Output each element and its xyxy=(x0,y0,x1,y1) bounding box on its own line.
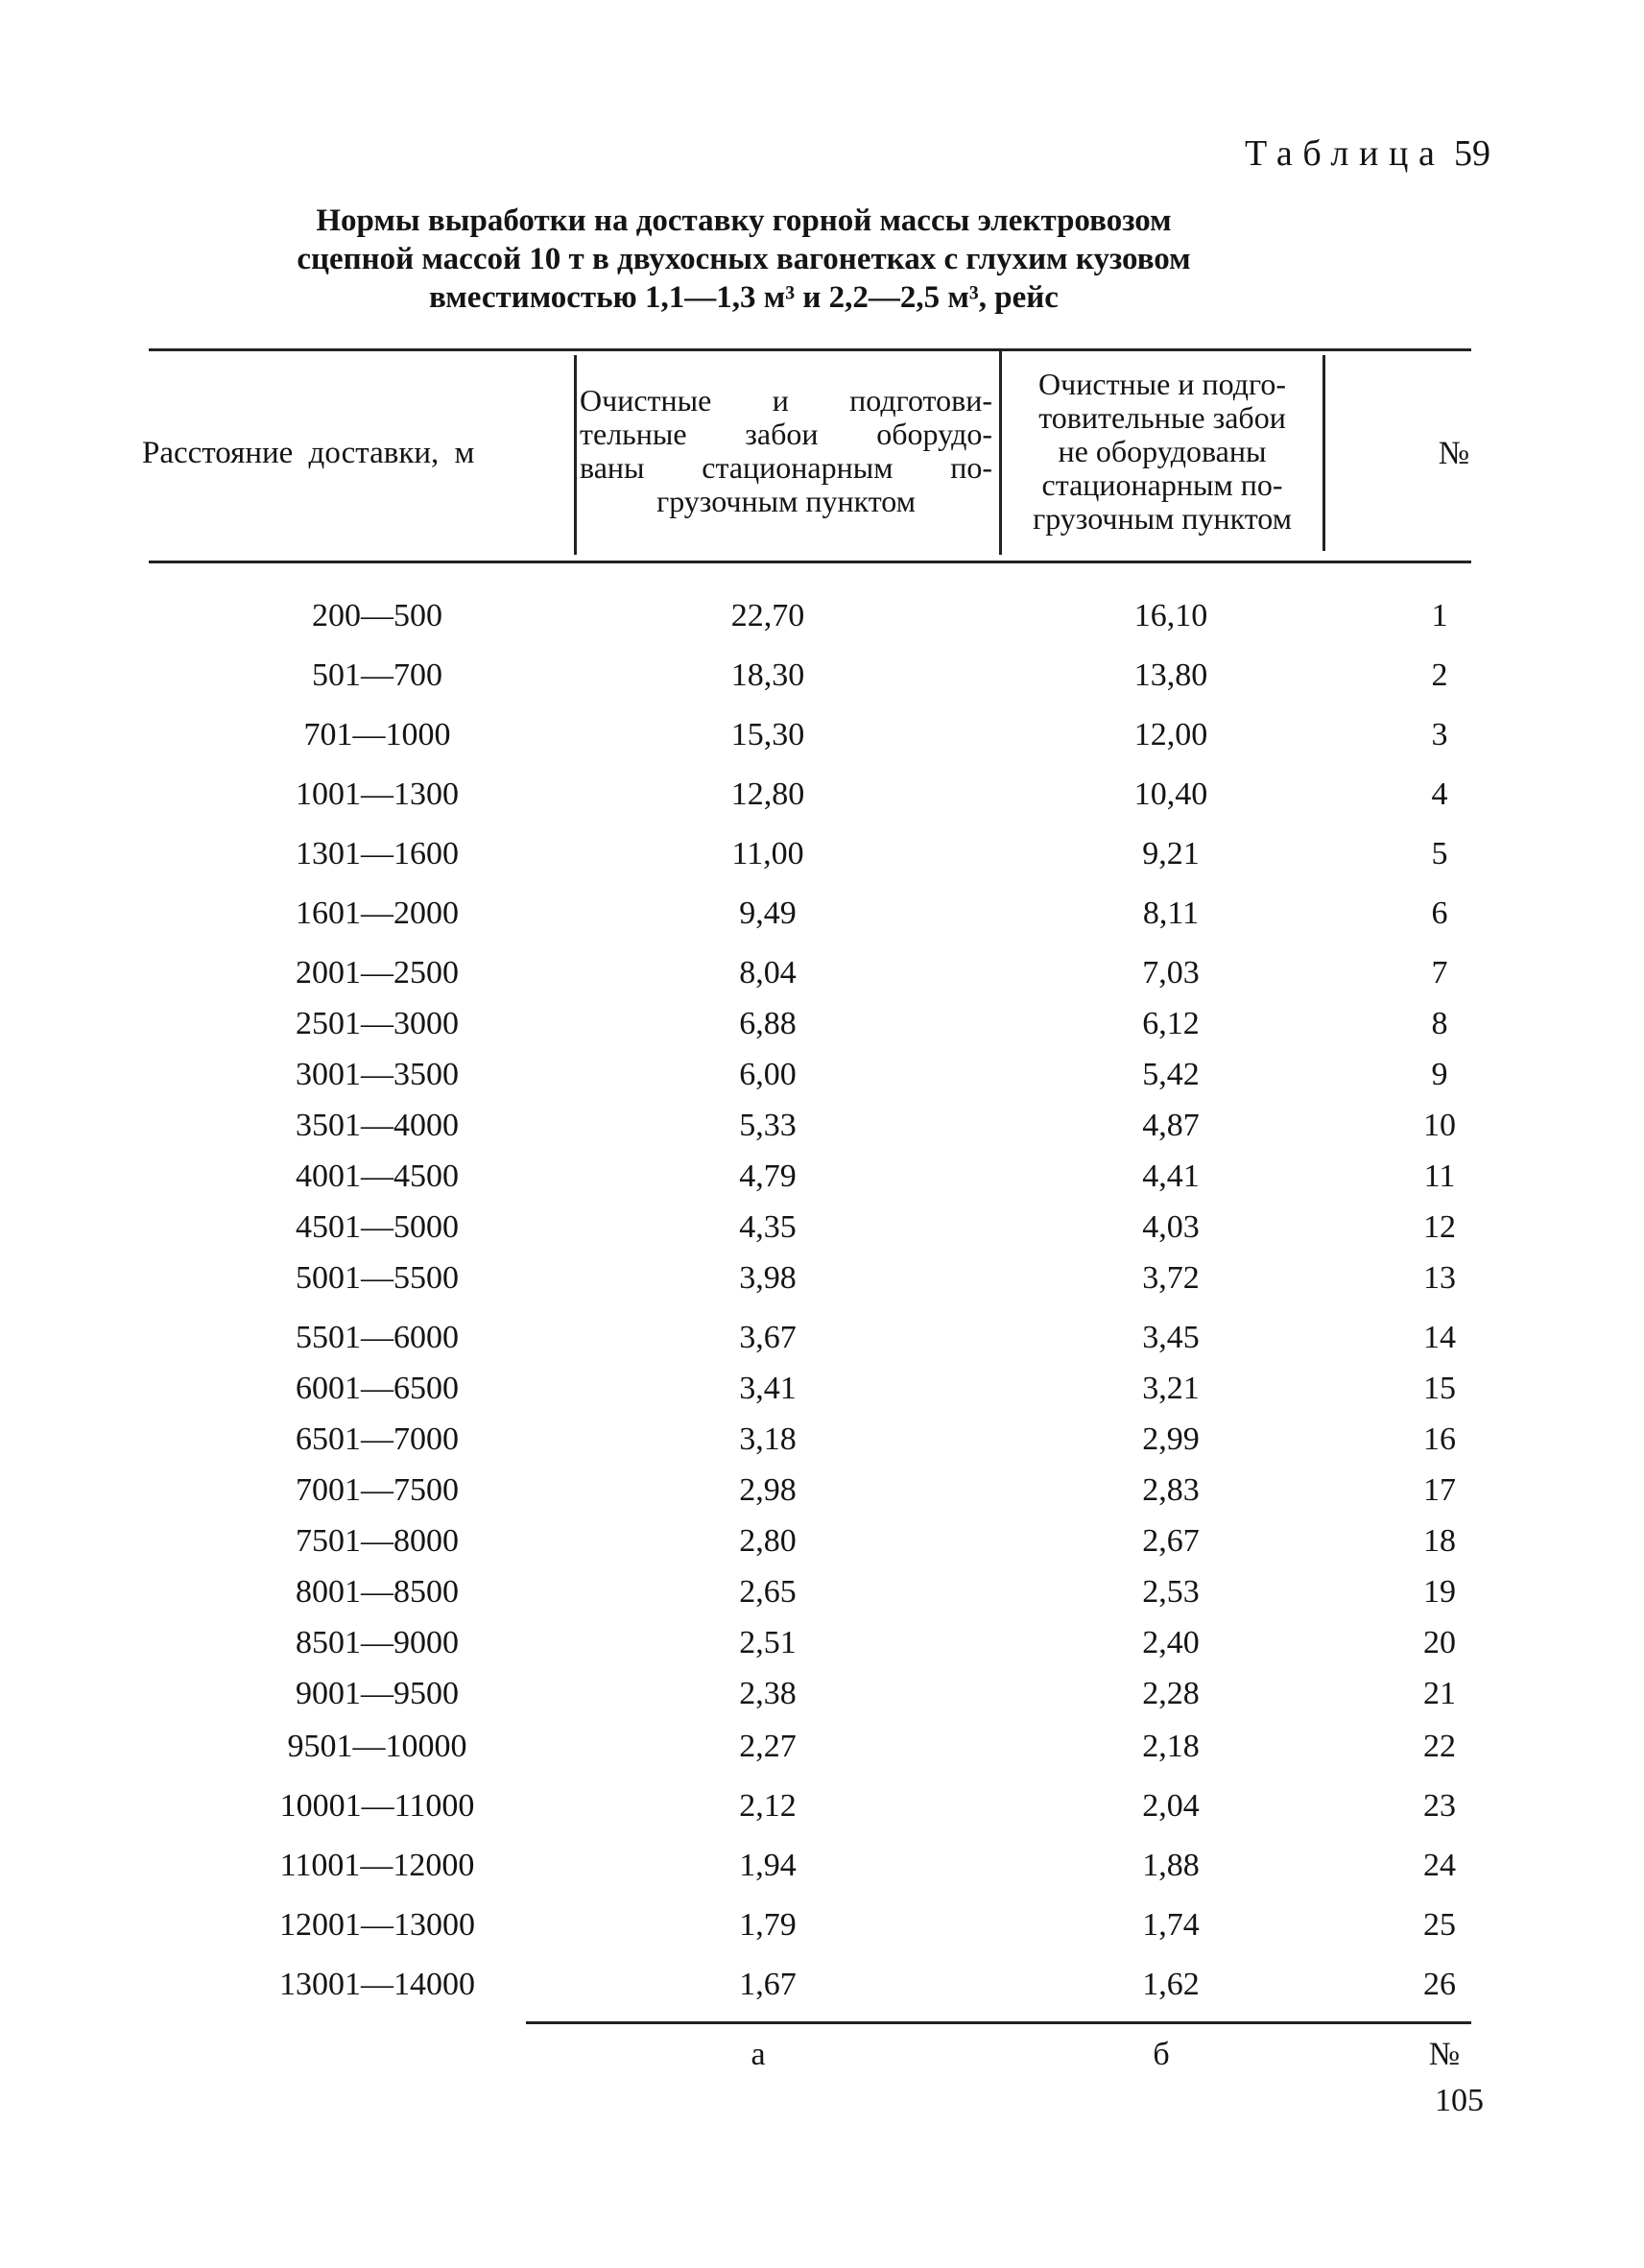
row-value-b: 5,42 xyxy=(1142,1057,1200,1092)
header-divider xyxy=(1322,355,1325,551)
row-value-b: 2,67 xyxy=(1142,1523,1200,1559)
page-number: 105 xyxy=(1435,2083,1484,2118)
row-value-b: 4,03 xyxy=(1142,1209,1200,1245)
row-value-b: 13,80 xyxy=(1133,657,1208,693)
header-col-b-line: Очистные и подго- xyxy=(1038,367,1286,401)
header-bottom-rule xyxy=(149,561,1471,563)
header-col-a xyxy=(580,384,992,518)
row-number: 9 xyxy=(1431,1057,1448,1092)
row-value-a: 18,30 xyxy=(730,657,805,693)
row-distance: 200—500 xyxy=(312,598,442,633)
footer-label-a: а xyxy=(751,2037,766,2072)
row-distance: 6501—7000 xyxy=(296,1421,459,1457)
row-value-a: 1,79 xyxy=(739,1907,797,1943)
row-distance: 8001—8500 xyxy=(296,1574,459,1610)
row-value-a: 4,35 xyxy=(739,1209,797,1245)
row-distance: 4001—4500 xyxy=(296,1158,459,1194)
row-value-b: 2,83 xyxy=(1142,1472,1200,1508)
row-distance: 11001—12000 xyxy=(279,1848,475,1883)
row-number: 20 xyxy=(1423,1625,1456,1660)
row-value-a: 6,88 xyxy=(739,1006,797,1041)
row-value-b: 2,04 xyxy=(1142,1788,1200,1824)
header-top-rule xyxy=(149,348,1471,351)
row-number: 4 xyxy=(1431,776,1448,812)
row-number: 17 xyxy=(1423,1472,1456,1508)
row-number: 8 xyxy=(1431,1006,1448,1041)
header-number: № xyxy=(1438,436,1470,471)
row-value-b: 2,99 xyxy=(1142,1421,1200,1457)
row-value-a: 2,98 xyxy=(739,1472,797,1508)
row-value-a: 15,30 xyxy=(730,717,805,752)
row-value-b: 9,21 xyxy=(1142,836,1200,871)
row-value-a: 1,94 xyxy=(739,1848,797,1883)
row-number: 21 xyxy=(1423,1676,1456,1711)
row-value-b: 3,21 xyxy=(1142,1371,1200,1406)
row-number: 15 xyxy=(1423,1371,1456,1406)
row-value-a: 11,00 xyxy=(731,836,804,871)
row-distance: 6001—6500 xyxy=(296,1371,459,1406)
header-col-b-line: товительные забои xyxy=(1038,400,1286,435)
row-value-b: 2,40 xyxy=(1142,1625,1200,1660)
row-value-a: 22,70 xyxy=(730,598,805,633)
row-value-a: 3,67 xyxy=(739,1320,797,1355)
row-value-a: 4,79 xyxy=(739,1158,797,1194)
row-value-b: 7,03 xyxy=(1142,955,1200,991)
caption-line: Нормы выработки на доставку горной массы электровозом xyxy=(316,203,1172,238)
row-distance: 1001—1300 xyxy=(296,776,459,812)
row-number: 13 xyxy=(1423,1260,1456,1296)
row-number: 7 xyxy=(1431,955,1448,991)
row-value-b: 2,53 xyxy=(1142,1574,1200,1610)
row-value-a: 9,49 xyxy=(739,895,797,931)
row-distance: 2001—2500 xyxy=(296,955,459,991)
row-distance: 7001—7500 xyxy=(296,1472,459,1508)
row-value-a: 12,80 xyxy=(730,776,805,812)
row-value-a: 3,41 xyxy=(739,1371,797,1406)
table-caption xyxy=(144,202,1344,317)
row-value-b: 1,88 xyxy=(1142,1848,1200,1883)
footer-rule xyxy=(526,2021,1471,2024)
row-distance: 4501—5000 xyxy=(296,1209,459,1245)
row-number: 11 xyxy=(1423,1158,1456,1194)
row-distance: 9001—9500 xyxy=(296,1676,459,1711)
header-col-b-line: грузочным пунктом xyxy=(1033,501,1292,536)
row-number: 18 xyxy=(1423,1523,1456,1559)
row-number: 26 xyxy=(1423,1967,1456,2002)
row-distance: 1601—2000 xyxy=(296,895,459,931)
row-distance: 2501—3000 xyxy=(296,1006,459,1041)
row-distance: 701—1000 xyxy=(303,717,451,752)
row-value-b: 2,28 xyxy=(1142,1676,1200,1711)
row-distance: 1301—1600 xyxy=(296,836,459,871)
header-col-a-line: Очистные и подготови- xyxy=(580,383,992,418)
row-number: 14 xyxy=(1423,1320,1456,1355)
table-label-word: Таблица xyxy=(1244,133,1445,174)
row-value-b: 16,10 xyxy=(1133,598,1208,633)
row-value-b: 2,18 xyxy=(1142,1729,1200,1764)
row-value-b: 6,12 xyxy=(1142,1006,1200,1041)
row-distance: 8501—9000 xyxy=(296,1625,459,1660)
row-distance: 12001—13000 xyxy=(279,1907,475,1943)
row-number: 23 xyxy=(1423,1788,1456,1824)
row-value-b: 3,72 xyxy=(1142,1260,1200,1296)
header-col-a-line: грузочным пунктом xyxy=(656,484,916,518)
row-distance: 5001—5500 xyxy=(296,1260,459,1296)
header-col-a-line: тельные забои оборудо- xyxy=(580,417,992,451)
row-value-b: 4,41 xyxy=(1142,1158,1200,1194)
footer-label-number: № xyxy=(1428,2037,1461,2072)
row-distance: 5501—6000 xyxy=(296,1320,459,1355)
row-number: 12 xyxy=(1423,1209,1456,1245)
row-number: 22 xyxy=(1423,1729,1456,1764)
row-number: 19 xyxy=(1423,1574,1456,1610)
row-distance: 9501—10000 xyxy=(287,1729,467,1764)
row-number: 24 xyxy=(1423,1848,1456,1883)
header-col-a-line: ваны стационарным по- xyxy=(580,450,992,485)
row-value-a: 3,98 xyxy=(739,1260,797,1296)
row-number: 16 xyxy=(1423,1421,1456,1457)
row-value-a: 2,12 xyxy=(739,1788,797,1824)
row-value-b: 12,00 xyxy=(1133,717,1208,752)
row-value-a: 5,33 xyxy=(739,1108,797,1143)
row-distance: 10001—11000 xyxy=(279,1788,475,1824)
row-distance: 13001—14000 xyxy=(279,1967,475,2002)
row-number: 5 xyxy=(1431,836,1448,871)
table-label-number: 59 xyxy=(1454,133,1490,174)
row-value-a: 2,80 xyxy=(739,1523,797,1559)
row-number: 3 xyxy=(1431,717,1448,752)
header-col-b-line: стационарным по- xyxy=(1041,467,1283,502)
row-distance: 3001—3500 xyxy=(296,1057,459,1092)
row-distance: 3501—4000 xyxy=(296,1108,459,1143)
footer-label-b: б xyxy=(1153,2037,1170,2072)
caption-line: вместимостью 1,1—1,3 м³ и 2,2—2,5 м³, рейс xyxy=(429,280,1059,315)
row-number: 1 xyxy=(1431,598,1448,633)
row-value-b: 10,40 xyxy=(1133,776,1208,812)
row-value-b: 8,11 xyxy=(1142,895,1200,931)
row-value-a: 2,27 xyxy=(739,1729,797,1764)
row-distance: 501—700 xyxy=(312,657,442,693)
row-value-a: 1,67 xyxy=(739,1967,797,2002)
row-value-a: 2,51 xyxy=(739,1625,797,1660)
header-col-b-line: не оборудованы xyxy=(1058,434,1267,468)
caption-line: сцепной массой 10 т в двухосных вагонетках с глухим кузовом xyxy=(297,242,1191,276)
row-value-a: 2,65 xyxy=(739,1574,797,1610)
row-value-b: 1,62 xyxy=(1142,1967,1200,2002)
table-label xyxy=(1245,132,1490,175)
header-divider xyxy=(574,355,577,555)
row-value-b: 4,87 xyxy=(1142,1108,1200,1143)
row-number: 10 xyxy=(1423,1108,1456,1143)
row-number: 25 xyxy=(1423,1907,1456,1943)
row-distance: 7501—8000 xyxy=(296,1523,459,1559)
row-number: 6 xyxy=(1431,895,1448,931)
row-value-a: 3,18 xyxy=(739,1421,797,1457)
header-distance: Расстояние доставки, м xyxy=(142,436,475,470)
row-value-b: 3,45 xyxy=(1142,1320,1200,1355)
header-col-b xyxy=(1004,368,1321,536)
row-value-a: 6,00 xyxy=(739,1057,797,1092)
header-divider xyxy=(999,348,1002,555)
row-value-a: 8,04 xyxy=(739,955,797,991)
row-number: 2 xyxy=(1431,657,1448,693)
row-value-a: 2,38 xyxy=(739,1676,797,1711)
row-value-b: 1,74 xyxy=(1142,1907,1200,1943)
